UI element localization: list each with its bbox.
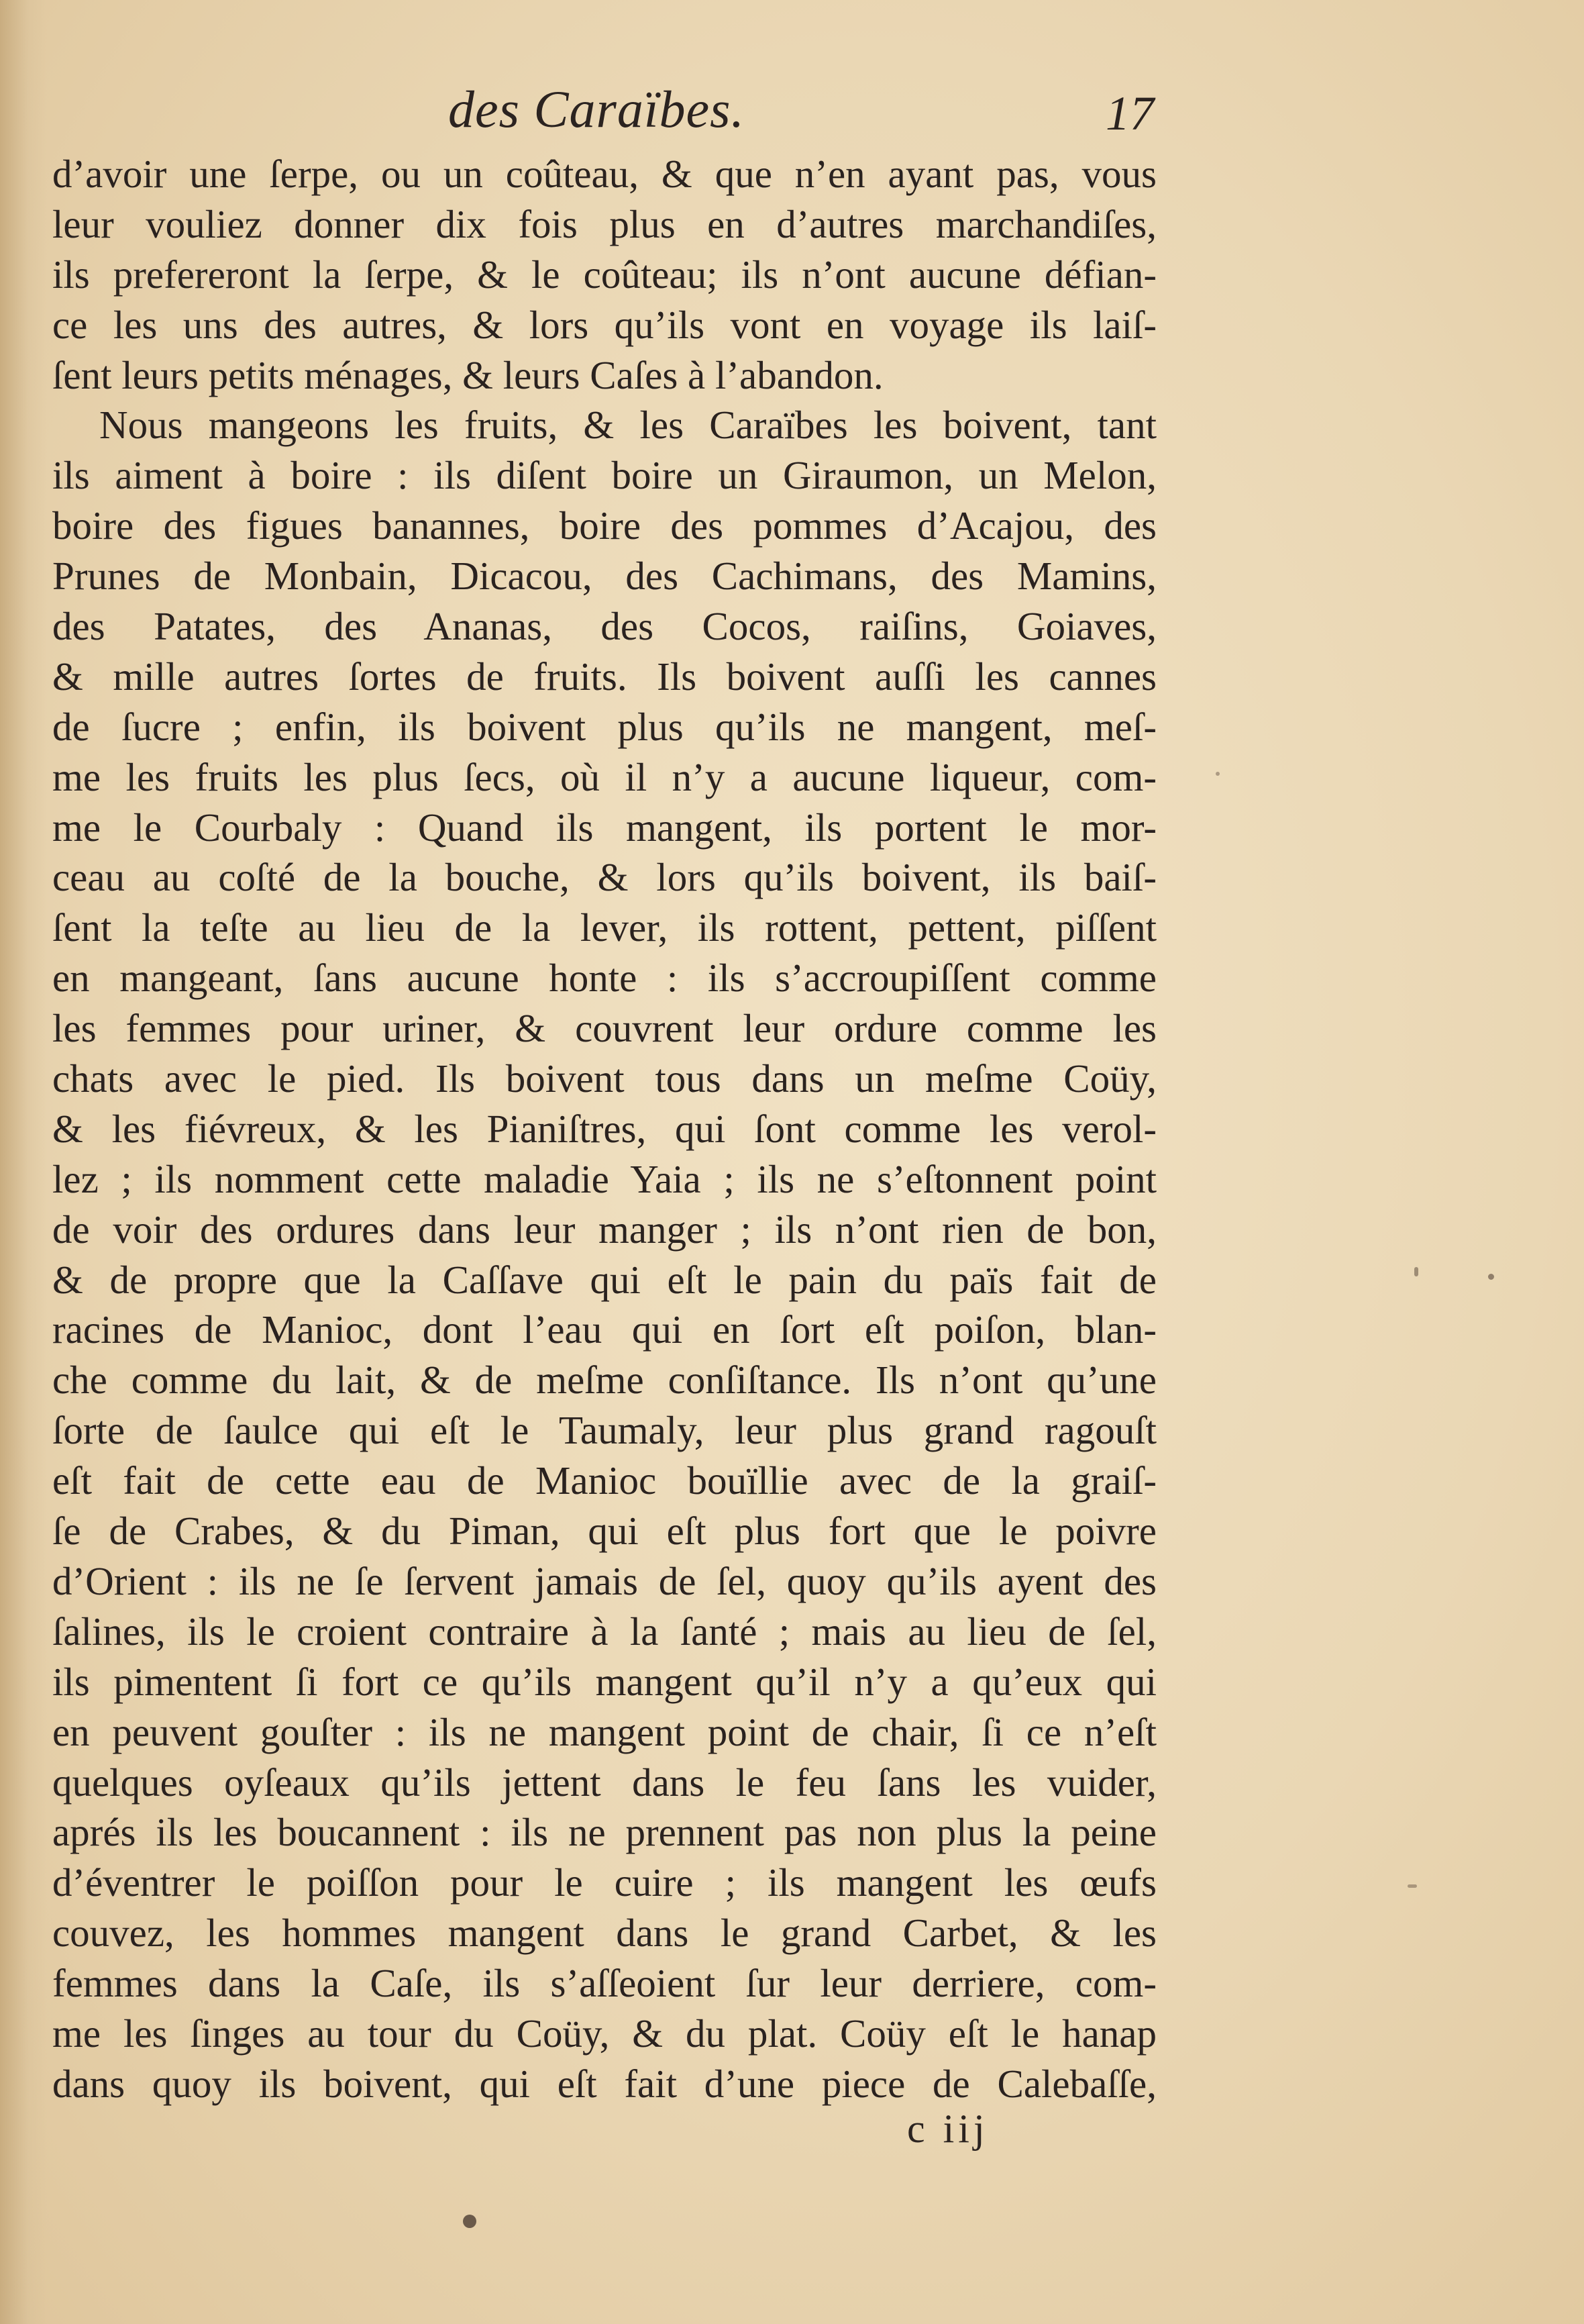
text-line: ſent la teſte au lieu de la lever, ils rottent, pettent, piſſent <box>52 905 1157 950</box>
ink-spot <box>1408 1884 1417 1888</box>
text-line: eſt fait de cette eau de Manioc bouïllie avec de la graiſ- <box>52 1458 1157 1503</box>
gutter-shadow <box>0 0 47 2324</box>
text-line: boire des figues banannes, boire des pommes d’Acajou, des <box>52 503 1157 548</box>
text-line: ceau au coſté de la bouche, & lors qu’ils boivent, ils baiſ- <box>52 855 1157 900</box>
text-line: leur vouliez donner dix fois plus en d’autres marchandiſes, <box>52 201 1157 246</box>
ink-spot <box>1216 772 1220 776</box>
text-line: me les ſinges au tour du Coüy, & du plat. Coüy eſt le hanap <box>52 2011 1157 2056</box>
text-line: ſent leurs petits ménages, & leurs Caſes à l’abandon. <box>52 352 884 397</box>
text-line: aprés ils les boucannent : ils ne prennent pas non plus la peine <box>52 1810 1157 1855</box>
ink-spot <box>463 2215 476 2228</box>
text-line: en mangeant, ſans aucune honte : ils s’accroupiſſent comme <box>52 956 1157 1001</box>
text-line: dans quoy ils boivent, qui eſt fait d’une piece de Calebaſſe, <box>52 2061 1157 2106</box>
text-line: en peuvent gouſter : ils ne mangent point de chair, ſi ce n’eſt <box>52 1709 1157 1754</box>
text-line: ils prefereront la ſerpe, & le coûteau; ils n’ont aucune défian- <box>52 252 1157 297</box>
text-line: de voir des ordures dans leur manger ; ils n’ont rien de bon, <box>52 1207 1157 1252</box>
running-title: des Caraïbes. <box>448 80 745 138</box>
text-line: d’éventrer le poiſſon pour le cuire ; ils mangent les œufs <box>52 1860 1157 1905</box>
text-line: les femmes pour uriner, & couvrent leur ordure comme les <box>52 1006 1157 1051</box>
ink-spot <box>1414 1267 1418 1276</box>
text-line: Nous mangeons les fruits, & les Caraïbes les boivent, tant <box>99 403 1157 448</box>
text-line: chats avec le pied. Ils boivent tous dans un meſme Coüy, <box>52 1056 1157 1101</box>
page-number: 17 <box>1106 87 1154 140</box>
text-line: ils aiment à boire : ils diſent boire un Giraumon, un Melon, <box>52 453 1157 498</box>
text-line: ſorte de ſaulce qui eſt le Taumaly, leur plus grand ragouſt <box>52 1408 1157 1453</box>
text-line: ce les uns des autres, & lors qu’ils vont en voyage ils laiſ- <box>52 302 1157 347</box>
text-line: des Patates, des Ananas, des Cocos, raiſins, Goiaves, <box>52 604 1157 649</box>
text-line: ſalines, ils le croient contraire à la ſanté ; mais au lieu de ſel, <box>52 1609 1157 1654</box>
text-line: ils pimentent ſi fort ce qu’ils mangent qu’il n’y a qu’eux qui <box>52 1659 1157 1704</box>
text-line: lez ; ils nomment cette maladie Yaia ; ils ne s’eſtonnent point <box>52 1156 1157 1201</box>
text-line: che comme du lait, & de meſme conſiſtance. Ils n’ont qu’une <box>52 1358 1157 1403</box>
text-line: & de propre que la Caſſave qui eſt le pain du païs fait de <box>52 1257 1157 1302</box>
signature-mark: c iij <box>907 2107 989 2151</box>
text-line: d’Orient : ils ne ſe ſervent jamais de ſel, quoy qu’ils ayent des <box>52 1558 1157 1603</box>
text-line: femmes dans la Caſe, ils s’aſſeoient ſur leur derriere, com- <box>52 1961 1157 2006</box>
text-line: me les fruits les plus ſecs, où il n’y a aucune liqueur, com- <box>52 754 1157 799</box>
ink-spot <box>1488 1274 1494 1280</box>
text-line: ſe de Crabes, & du Piman, qui eſt plus fort que le poivre <box>52 1509 1157 1554</box>
text-line: d’avoir une ſerpe, ou un coûteau, & que n’en ayant pas, vous <box>52 152 1157 196</box>
text-line: me le Courbaly : Quand ils mangent, ils portent le mor- <box>52 805 1157 850</box>
text-line: & les fiévreux, & les Pianiſtres, qui ſont comme les verol- <box>52 1106 1157 1151</box>
running-head <box>0 79 1584 153</box>
text-line: Prunes de Monbain, Dicacou, des Cachimans, des Mamins, <box>52 554 1157 599</box>
text-line: & mille autres ſortes de fruits. Ils boivent auſſi les cannes <box>52 654 1157 699</box>
text-line: quelques oyſeaux qu’ils jettent dans le feu ſans les vuider, <box>52 1760 1157 1805</box>
text-line: couvez, les hommes mangent dans le grand Carbet, & les <box>52 1911 1157 1956</box>
body-text <box>52 149 1157 2109</box>
text-line: de ſucre ; enfin, ils boivent plus qu’ils ne mangent, meſ- <box>52 704 1157 749</box>
text-line: racines de Manioc, dont l’eau qui en ſort eſt poiſon, blan- <box>52 1307 1157 1352</box>
